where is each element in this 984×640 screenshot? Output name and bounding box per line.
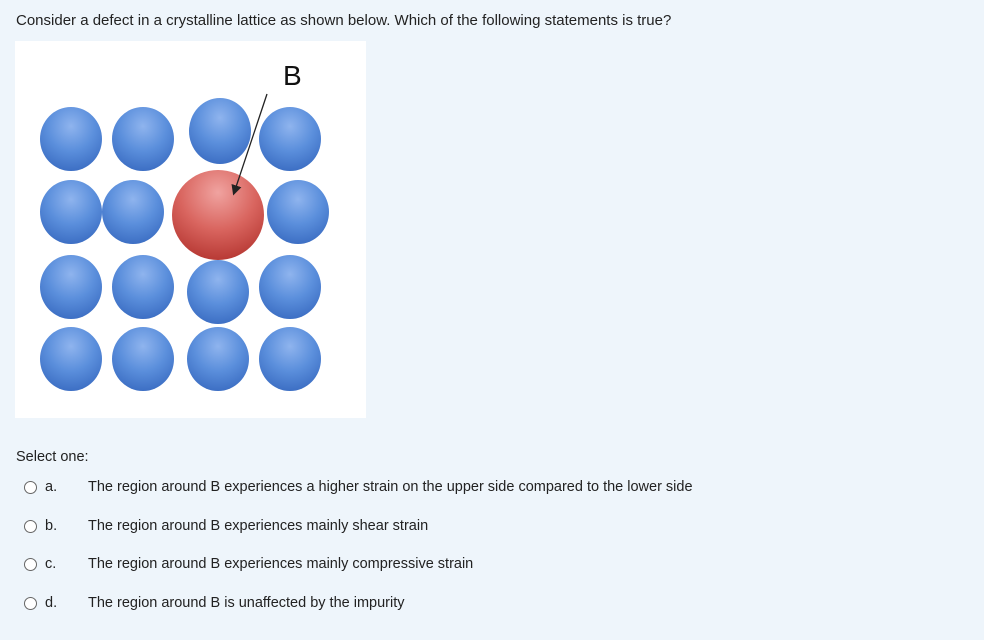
option-text: The region around B experiences mainly shear strain xyxy=(88,517,429,534)
option-d[interactable] xyxy=(24,592,924,631)
atom xyxy=(187,260,249,324)
lattice-diagram xyxy=(15,41,366,418)
select-one-prompt: Select one: xyxy=(16,449,89,465)
atom xyxy=(112,107,174,171)
atom xyxy=(40,180,102,244)
atom xyxy=(189,98,251,164)
option-text: The region around B is unaffected by the impurity xyxy=(88,594,405,611)
atom xyxy=(259,107,321,171)
option-text: The region around B experiences a higher strain on the upper side compared to the lower side xyxy=(88,479,693,495)
atom xyxy=(112,255,174,319)
option-letter: d. xyxy=(45,594,58,611)
option-letter: c. xyxy=(45,556,57,573)
atom xyxy=(112,327,174,391)
atom xyxy=(267,180,329,244)
atom xyxy=(40,327,102,391)
option-text: The region around B experiences mainly compressive strain xyxy=(88,556,474,573)
radio-button[interactable] xyxy=(24,520,37,533)
option-letter: b. xyxy=(45,517,58,534)
atom xyxy=(259,327,321,391)
atom xyxy=(40,107,102,171)
lattice-defect-figure xyxy=(15,41,366,418)
question-text: Consider a defect in a crystalline lattice as shown below. Which of the following statements is true? xyxy=(16,12,672,29)
atom xyxy=(102,180,164,244)
option-a[interactable] xyxy=(24,476,924,515)
defect-atom xyxy=(172,170,264,260)
atom xyxy=(187,327,249,391)
radio-button[interactable] xyxy=(24,481,37,494)
radio-button[interactable] xyxy=(24,597,37,610)
answer-options xyxy=(24,476,924,630)
defect-label: B xyxy=(283,60,302,91)
atom xyxy=(259,255,321,319)
option-letter: a. xyxy=(45,479,58,495)
atom xyxy=(40,255,102,319)
option-c[interactable] xyxy=(24,553,924,592)
option-b[interactable] xyxy=(24,515,924,554)
radio-button[interactable] xyxy=(24,558,37,571)
